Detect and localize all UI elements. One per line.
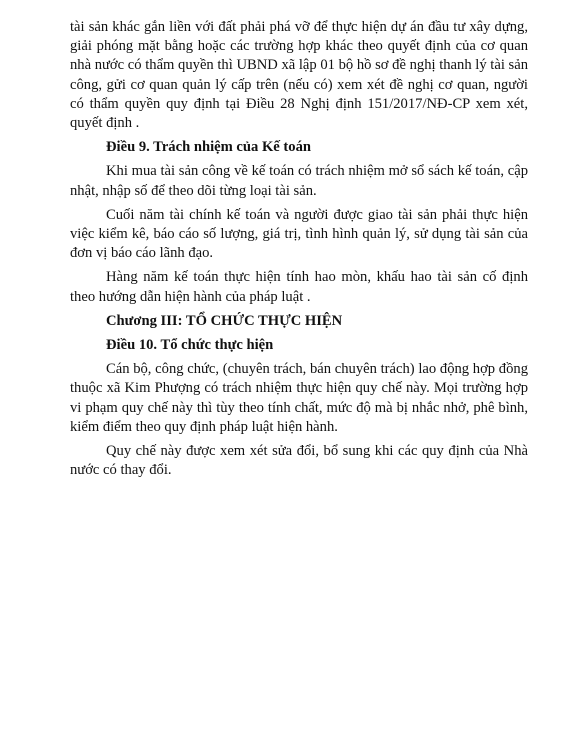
article-10-paragraph-1: Cán bộ, công chức, (chuyên trách, bán chuyên trách) lao động hợp đồng thuộc xã Kim Phượng có trách nhiệm thực hiện quy chế này. Mọi trường hợp vi phạm quy chế này thì tùy theo tính chất, mức độ mà bị nhắc nhở, phê bình, kiểm điểm theo quy định pháp luật hiện hành.: [70, 361, 528, 435]
article-9-heading: Điều 9. Trách nhiệm của Kế toán: [106, 139, 311, 156]
chapter-3-heading: Chương III: TỔ CHỨC THỰC HIỆN: [106, 312, 343, 329]
article-9-paragraph-2: Cuối năm tài chính kế toán và người được giao tài sản phải thực hiện việc kiểm kê, báo cáo số lượng, giá trị, tình hình quản lý, sử dụng tài sản của đơn vị báo cáo lãnh đạo.: [70, 206, 528, 262]
article-10-paragraph-2: Quy chế này được xem xét sửa đổi, bổ sung khi các quy định của Nhà nước có thay đổi.: [70, 443, 528, 479]
intro-paragraph: tài sản khác gắn liền với đất phải phá vỡ để thực hiện dự án đầu tư xây dựng, giải phóng mặt bằng hoặc các trường hợp khác theo quyết định của cơ quan nhà nước có thẩm quyền thì UBND xã lập 01 bộ hồ sơ đề nghị thanh lý tài sản công, gửi cơ quan quản lý cấp trên (nếu có) xem xét đề nghị cơ quan, người có thẩm quyền quy định tại Điều 28 Nghị định 151/2017/NĐ-CP xem xét, quyết định .: [70, 19, 528, 132]
article-10-heading: Điều 10. Tổ chức thực hiện: [106, 337, 274, 354]
article-9-paragraph-3: Hàng năm kế toán thực hiện tính hao mòn, khấu hao tài sản cố định theo hướng dẫn hiện hành của pháp luật .: [70, 269, 528, 305]
article-9-paragraph-1: Khi mua tài sản công về kế toán có trách nhiệm mở sổ sách kế toán, cập nhật, nhập số để theo dõi từng loại tài sản.: [70, 163, 528, 199]
